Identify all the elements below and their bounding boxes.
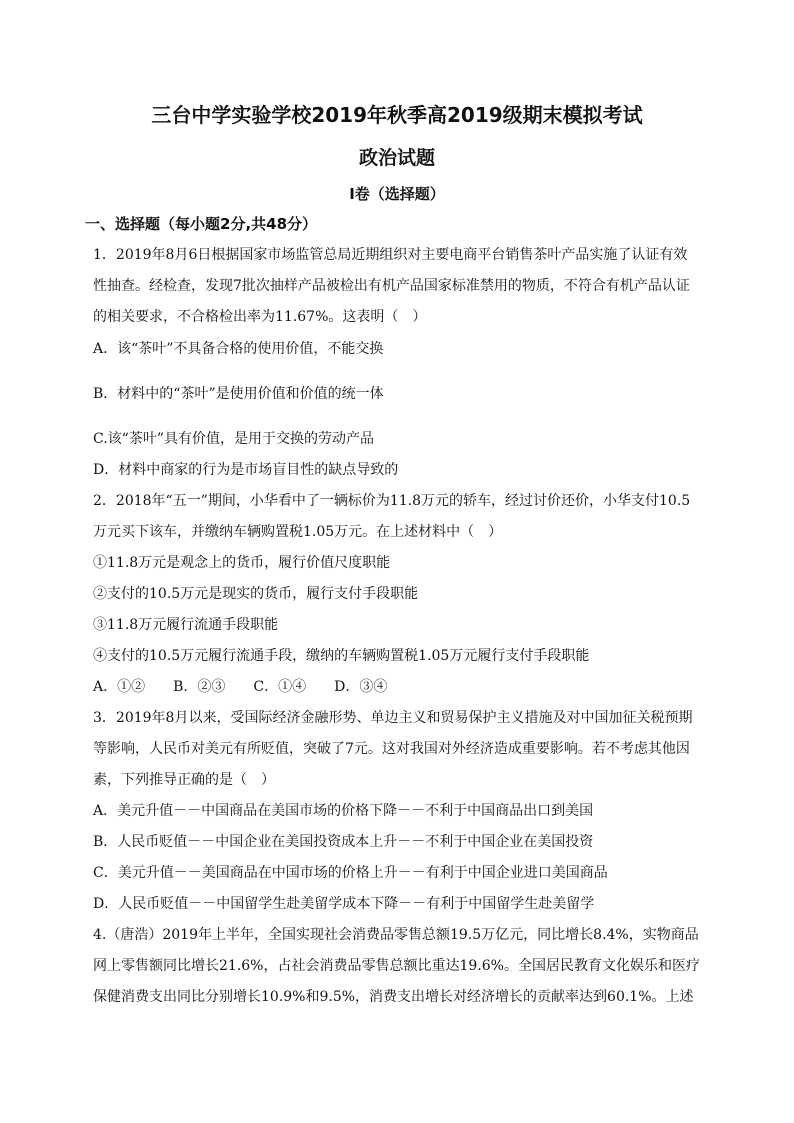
question-4-line-1: 4.（唐浩）2019年上半年，全国实现社会消费品零售总额19.5万亿元，同比增长8.4%，实物商品 (93, 927, 699, 943)
question-2-choices: A．①② B．②③ C．①④ D．③④ (93, 679, 388, 695)
question-1-option-c: C.该“茶叶”具有价值，是用于交换的劳动产品 (93, 431, 374, 447)
question-4-line-2: 网上零售额同比增长21.6%，占社会消费品零售总额比重达19.6%。全国居民教育文化娱乐和医疗 (93, 958, 700, 974)
question-1-option-d: D．材料中商家的行为是市场盲目性的缺点导致的 (93, 462, 399, 478)
question-2-line-2: 万元买下该车，并缴纳车辆购置税1.05万元。在上述材料中（ ） (93, 524, 503, 540)
question-1-line-2: 性抽查。经检查，发现7批次抽样产品被检出有机产品国家标准禁用的物质，不符合有机产品认证 (93, 278, 690, 294)
subject-title: 政治试题 (358, 147, 435, 169)
question-1-option-b: B．材料中的“茶叶”是使用价值和价值的统一体 (93, 386, 384, 402)
question-3-line-1: 3．2019年8月以来，受国际经济金融形势、单边主义和贸易保护主义措施及对中国加征关税预期 (93, 710, 693, 726)
question-2-item-1: ①11.8万元是观念上的货币，履行价值尺度职能 (93, 555, 391, 571)
question-3-line-2: 等影响，人民币对美元有所贬值，突破了7元。这对我国对外经济造成重要影响。若不考虑其他因 (93, 741, 690, 757)
question-4-line-3: 保健消费支出同比分别增长10.9%和9.5%，消费支出增长对经济增长的贡献率达到60.1%。上述 (93, 989, 694, 1005)
question-1-line-3: 的相关要求，不合格检出率为11.67%。这表明（ ） (93, 309, 427, 325)
question-2-line-1: 2．2018年“五一”期间，小华看中了一辆标价为11.8万元的轿车，经过讨价还价，小华支付10.5 (93, 493, 691, 509)
question-2-item-4: ④支付的10.5万元履行流通手段，缴纳的车辆购置税1.05万元履行支付手段职能 (93, 648, 590, 664)
question-1-line-1: 1．2019年8月6日根据国家市场监管总局近期组织对主要电商平台销售茶叶产品实施了认证有效 (93, 247, 688, 263)
section-heading: 一、选择题（每小题2分,共48分） (85, 215, 318, 233)
question-3-line-3: 素，下列推导正确的是（ ） (93, 772, 275, 788)
question-2-item-2: ②支付的10.5万元是现实的货币，履行支付手段职能 (93, 586, 419, 602)
question-3-option-a: A．美元升值－－中国商品在美国市场的价格下降－－不利于中国商品出口到美国 (93, 803, 594, 819)
question-3-option-b: B．人民币贬值－－中国企业在美国投资成本上升－－不利于中国企业在美国投资 (93, 834, 594, 850)
question-3-option-c: C．美元升值－－美国商品在中国市场的价格上升－－有利于中国企业进口美国商品 (93, 865, 608, 881)
question-2-item-3: ③11.8万元履行流通手段职能 (93, 617, 279, 633)
exam-title: 三台中学实验学校2019年秋季高2019级期末模拟考试 (151, 103, 643, 127)
question-3-option-d: D．人民币贬值－－中国留学生赴美留学成本下降－－有利于中国留学生赴美留学 (93, 896, 595, 912)
question-1-option-a: A．该“茶叶”不具备合格的使用价值，不能交换 (93, 341, 384, 357)
volume-title: Ⅰ卷（选择题） (349, 185, 445, 203)
